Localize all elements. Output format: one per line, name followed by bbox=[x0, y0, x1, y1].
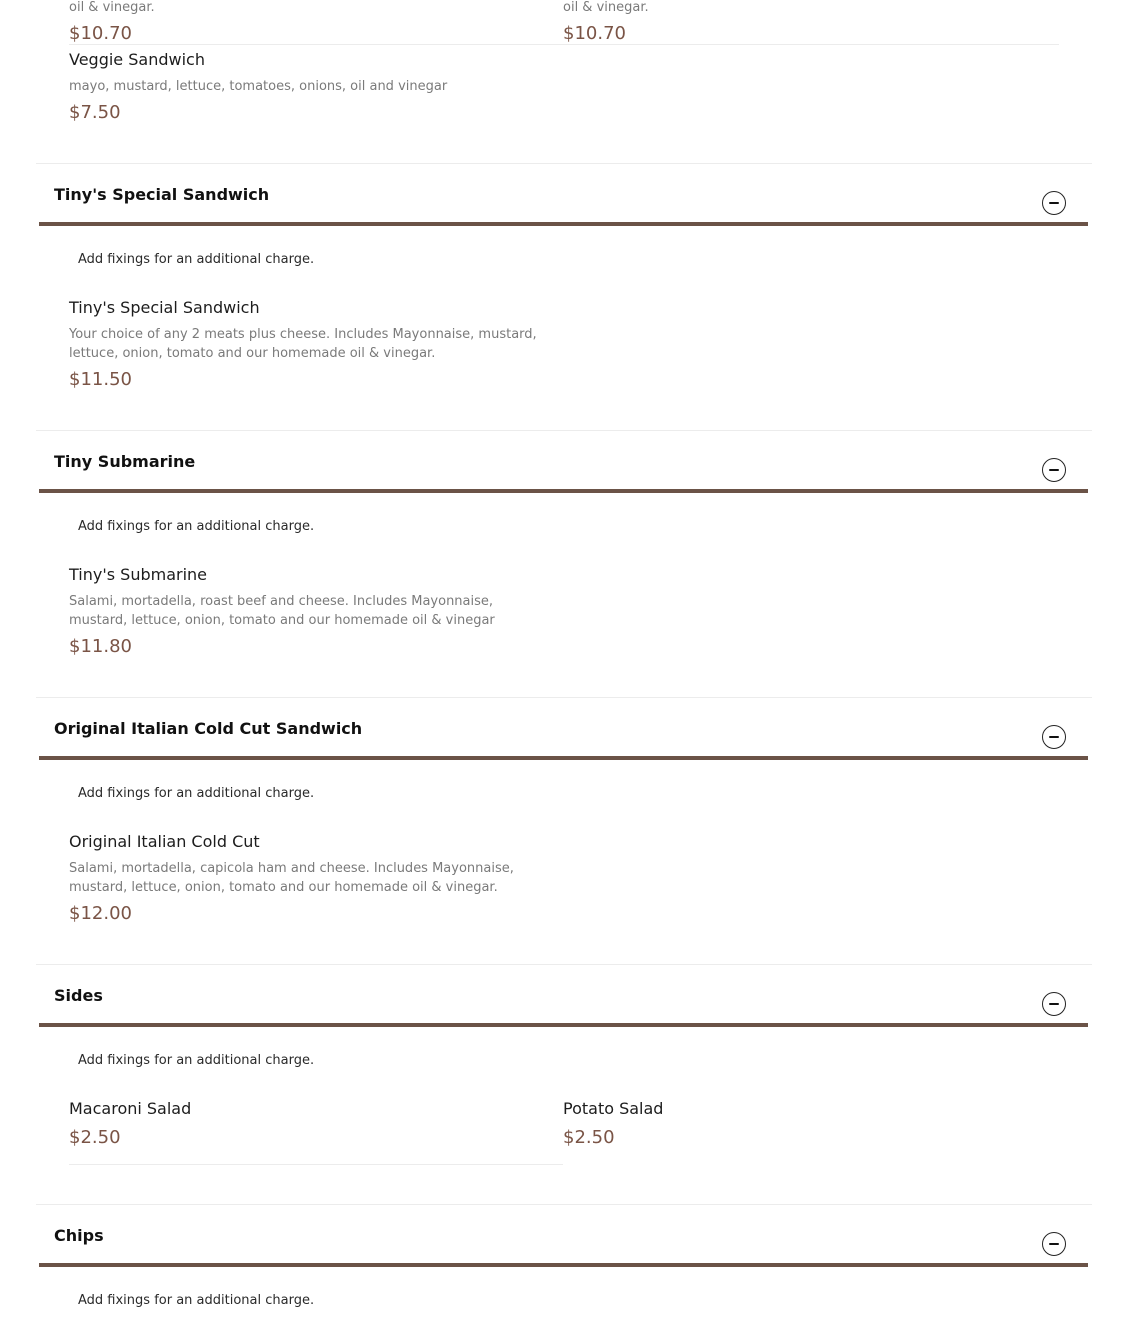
category-note: Add fixings for an additional charge. bbox=[78, 519, 315, 534]
minus-circle-icon[interactable] bbox=[1042, 992, 1066, 1016]
section-divider bbox=[36, 163, 1092, 164]
category-title-tinys-special[interactable]: Tiny's Special Sandwich bbox=[54, 185, 270, 204]
item-name: Macaroni Salad bbox=[69, 1099, 192, 1118]
item-name: Potato Salad bbox=[563, 1099, 664, 1118]
item-name: Tiny's Submarine bbox=[69, 565, 208, 584]
category-title-sides[interactable]: Sides bbox=[54, 986, 103, 1005]
item-divider bbox=[69, 1164, 563, 1165]
item-price: $11.50 bbox=[69, 369, 132, 390]
menu-item-potato-salad[interactable] bbox=[563, 1099, 1043, 1148]
category-note: Add fixings for an additional charge. bbox=[78, 1053, 315, 1068]
item-name: Veggie Sandwich bbox=[69, 50, 205, 69]
item-price: $7.50 bbox=[69, 102, 121, 123]
item-price: $2.50 bbox=[69, 1127, 121, 1148]
category-note: Add fixings for an additional charge. bbox=[78, 1293, 315, 1308]
item-name: Original Italian Cold Cut bbox=[69, 832, 260, 851]
section-divider bbox=[36, 430, 1092, 431]
item-desc-tail-left: oil & vinegar. bbox=[69, 0, 155, 15]
item-price: $11.80 bbox=[69, 636, 132, 657]
section-divider bbox=[36, 1204, 1092, 1205]
category-title-chips[interactable]: Chips bbox=[54, 1226, 104, 1245]
item-description: mayo, mustard, lettuce, tomatoes, onions, oil and vinegar bbox=[69, 79, 448, 94]
minus-circle-icon[interactable] bbox=[1042, 458, 1066, 482]
category-title-tiny-submarine[interactable]: Tiny Submarine bbox=[54, 452, 196, 471]
section-divider bbox=[36, 697, 1092, 698]
minus-circle-icon[interactable] bbox=[1042, 191, 1066, 215]
item-desc-tail-right: oil & vinegar. bbox=[563, 0, 649, 15]
category-underline bbox=[39, 222, 1088, 226]
category-underline bbox=[39, 1263, 1088, 1267]
item-price: $12.00 bbox=[69, 903, 132, 924]
menu-item-macaroni-salad[interactable] bbox=[69, 1099, 549, 1148]
item-price-left: $10.70 bbox=[69, 23, 132, 44]
category-title-italian-cold-cut[interactable]: Original Italian Cold Cut Sandwich bbox=[54, 719, 363, 738]
category-underline bbox=[39, 489, 1088, 493]
item-description: Salami, mortadella, capicola ham and cheese. Includes Mayonnaise, mustard, lettuce, onion, tomato and our homemade oil & vinegar. bbox=[69, 861, 514, 895]
category-underline bbox=[39, 1023, 1088, 1027]
item-description: Salami, mortadella, roast beef and cheese. Includes Mayonnaise, mustard, lettuce, onion, tomato and our homemade oil & vinegar bbox=[69, 594, 495, 628]
minus-circle-icon[interactable] bbox=[1042, 1232, 1066, 1256]
item-name: Tiny's Special Sandwich bbox=[69, 298, 260, 317]
category-underline bbox=[39, 756, 1088, 760]
item-description: Your choice of any 2 meats plus cheese. Includes Mayonnaise, mustard, lettuce, onion, tomato and our homemade oil & vinegar. bbox=[69, 327, 537, 361]
category-note: Add fixings for an additional charge. bbox=[78, 252, 315, 267]
menu-item-veggie-sandwich[interactable] bbox=[69, 50, 549, 123]
item-divider bbox=[69, 44, 1059, 45]
menu-item-original-italian-cold-cut[interactable] bbox=[69, 832, 554, 924]
section-divider bbox=[36, 964, 1092, 965]
minus-circle-icon[interactable] bbox=[1042, 725, 1066, 749]
menu-item-tinys-submarine[interactable] bbox=[69, 565, 554, 657]
menu-item-tinys-special-sandwich[interactable] bbox=[69, 298, 554, 390]
item-price-right: $10.70 bbox=[563, 23, 626, 44]
item-price: $2.50 bbox=[563, 1127, 615, 1148]
category-note: Add fixings for an additional charge. bbox=[78, 786, 315, 801]
